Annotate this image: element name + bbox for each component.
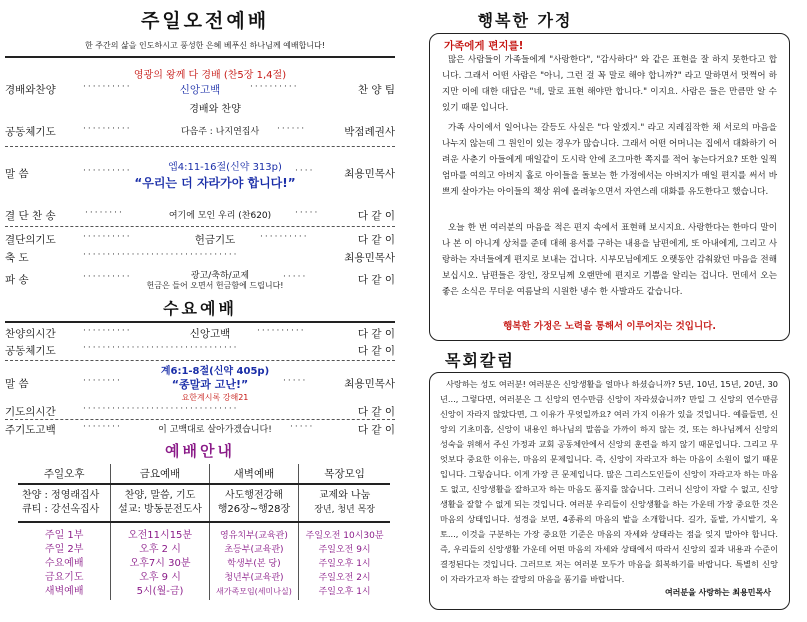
order-leader: 최용민목사 — [344, 168, 395, 180]
dot-leader: ····· — [283, 376, 308, 386]
cell-line: 주일오후 1시 — [318, 559, 371, 569]
cell-line: 수요예배 — [44, 558, 84, 569]
wed-sermon-title: “종말과 고난!” — [171, 378, 249, 391]
wed-row-prayer — [5, 404, 395, 420]
dot-leader: ·········· — [83, 124, 132, 134]
order-item: 여기에 모인 우리 (찬620) — [168, 211, 272, 221]
order-label: 말 씀 — [5, 378, 29, 390]
dot-leader: ·········· — [83, 166, 132, 176]
schedule-cell — [299, 522, 390, 600]
service-intro: 한 주간의 삶을 인도하시고 풍성한 은혜 베푸신 하나님께 예배합니다! — [85, 41, 325, 50]
cell-line: 주일오전 2시 — [318, 573, 371, 583]
letter-closing: 행복한 가정은 노력을 통해서 이루어지는 것입니다. — [503, 321, 716, 332]
dot-leader: ····· — [290, 422, 315, 432]
pastor-column-title: 목회칼럼 — [445, 351, 515, 370]
cell-line: 오후 9 시 — [139, 572, 181, 583]
order-item: 다음주 : 나지연집사 — [180, 127, 260, 137]
wed-row-lords-prayer — [5, 422, 395, 438]
wed-series: 요한계시록 강해21 — [181, 393, 249, 402]
dot-leader: ·········· — [257, 326, 306, 336]
schedule-cell — [111, 484, 209, 522]
cell-line: 청년부(교육관) — [224, 573, 284, 583]
order-label: 공동체기도 — [5, 345, 56, 357]
order-label: 축 도 — [5, 252, 29, 264]
divider — [5, 419, 395, 420]
order-leader: 다 같 이 — [357, 424, 395, 436]
divider — [5, 321, 395, 323]
order-leader: 다 같 이 — [357, 328, 395, 340]
order-leader: 박점례권사 — [344, 126, 395, 138]
letter-paragraph: 오늘 한 번 여러분의 마음을 적은 편지 속에서 표현해 보시지요. 사랑한다는 한마디 말이나 본 이 아니게 상처를 준데 대해 용서를 구하는 내용을 남편에게, 또 아내에게, 그리고 사랑하는 자녀들에게 편지로 보내는 겁니다. 시부모님에게도 오랫동안 감춰왔던 마음을 전해 보십시오. 남편들은 장인, 장모님께 오랜만에 편지로 기쁨을 알리는 겁니다. 먼데서 오는 좋은 소식은 무더운 여름날의 시원한 냉수 한 사발과도 같습니다. — [442, 223, 777, 297]
schedule-cell — [18, 484, 111, 522]
cell-line: 사도행전강해 — [224, 490, 283, 501]
cell-line: 영유치부(교육관) — [220, 531, 288, 541]
order-item: 신앙고백 — [189, 328, 231, 340]
dot-leader: ·········· — [83, 232, 132, 242]
cell-line: 설교: 방동문전도사 — [118, 504, 202, 515]
dot-leader: ·········· — [260, 232, 309, 242]
order-leader: 다 같 이 — [357, 406, 395, 418]
order-row-hymn — [5, 208, 395, 224]
schedule-cell — [209, 522, 298, 600]
divider — [5, 226, 395, 227]
cell-line: 찬양 : 정영래집사 — [22, 490, 100, 501]
wed-row-community-prayer — [5, 343, 395, 359]
dot-leader: ····· — [295, 208, 320, 218]
order-leader: 최용민목사 — [344, 378, 395, 390]
letter-paragraph: 많은 사람들이 가족들에게 "사랑한다", "감사하다" 와 같은 표현을 잘 하지 못한다고 합니다. 그래서 어떤 사람은 "아니, 그런 걸 꼭 말로 해야 합니까?" 라고 말하면서 멋쩍어 하지만 이에 대한 대답은 "네, 말로 표현 해야만 합니다." 이지요. 사람은 들은 만큼만 알 수 있기 때문 입니다. — [442, 55, 777, 113]
schedule-row — [18, 484, 390, 522]
column-text: 사랑하는 성도 여러분! 여러분은 신앙생활을 얼마나 하셨습니까? 5년, 10년, 15년, 20년, 30년..., 그렇다면, 여러분은 그 신앙의 연수만큼 신앙이 자라셨습니까? 만일 그 신앙의 연수만큼 신앙이 자라지 않았다면, 그 이유가 무엇일까요? 여러 가지 이유가 있을 것입니다. 예를들면, 신앙의 기초미흡, 신앙이 내용인 하나님의 말씀을 가까이 하지 않는 것, 또는 하나님께서 신앙의 성숙을 위해서 주신 가정과 교회 공동체안에서 신앙의 훈련을 하지 않기 때문입니다. 그리고 무엇보다 중요한 이유는, 마음의 문제입니다. 즉, 신앙이 자라고자 하는 마음이 소원이 없기 때문입니다. 그렇습니다. 이게 가장 큰 문제입니다. 많은 그리스도인들이 신앙이 자라고자 하는 마음도 없고, 신앙생활을 잘하고자 하는 마음도 품지를 않습니다. 그러니 신앙이 자랄 수 없고, 신앙생활을 잘할 수 없게 되는 것입니다. 여러분 우리들이 신앙생활을 하는 가운데 가장 중요한 것은 마음의 상태입니다. 성경을 보면, 4종류의 마음의 밭을 소개합니다. 길가, 돌밭, 가시밭기, 옥토..., 이것을 구분하는 가장 중요한 기준은 마음의 자세와 상태라는 점을 잊지 말아야 합니다. 즉, 우리들의 신앙생활 가운데 어떤 마음의 자세와 상태에서 따라서 신앙의 질과 내용과 수준이 결정된다는 것입니다. 그러므로 저는 여러분 모두가 마음을 회복하기를 바랍니다. 특별히 신앙이 자라가고자 하는 갈망의 마음을 품기를 바랍니다. — [440, 379, 778, 584]
letter-paragraph: 가족 사이에서 일어나는 갈등도 사실은 "다 알겠지." 라고 지레짐작한 채 서로의 마음을 나누지 않는데 그 원인이 있는 경우가 많습니다. 그래서 어떤 어머니는 집에서 대화하기 어려운 사춘기 아들에게 매일같이 도시락 안에 조그마한 쪽지를 적어 놓는다거요? 또한 일찍 엄마를 여의고 아버지 홀로 아이들을 돌보는 한 가정에서는 아버지가 매일 편지를 써서 바쁘게 살아가는 아이들의 책상 위에 올려놓으면서 자연스레 대화를 유도한다고 했습니다. — [442, 123, 777, 197]
schedule-header: 목장모임 — [299, 464, 390, 484]
schedule-header: 주일오후 — [18, 464, 111, 484]
order-item: 이 고백대로 살아가겠습니다! — [158, 425, 272, 435]
cell-line: 오전11시15분 — [127, 530, 193, 541]
order-label: 결단의기도 — [5, 234, 56, 246]
order-leader: 찬 양 팀 — [357, 84, 395, 96]
order-row-praise — [5, 82, 395, 98]
order-label: 결 단 찬 송 — [5, 210, 56, 222]
cell-line: 찬양, 말씀, 기도 — [124, 490, 196, 501]
sermon-title: “우리는 더 자라가야 합니다!” — [134, 176, 296, 190]
happy-family-box — [429, 33, 790, 341]
order-label: 주기도고백 — [5, 424, 56, 436]
dot-leader: ········ — [83, 422, 122, 432]
cell-line: 주일오전 10시30분 — [305, 531, 384, 541]
order-leader: 최용민목사 — [344, 252, 395, 264]
order-label: 파 송 — [5, 274, 29, 286]
cell-line: 5시(월-금) — [136, 586, 184, 597]
divider — [5, 56, 395, 58]
dot-leader: ·········· — [250, 82, 299, 92]
schedule-cell — [111, 522, 209, 600]
dot-leader: ····· — [283, 272, 308, 282]
opening-hymn: 영광의 왕께 다 경배 (찬5장 1,4절) — [133, 70, 287, 81]
worship-guide-title: 예배안내 — [165, 442, 235, 460]
dot-leader: ········ — [83, 376, 122, 386]
order-label: 기도의시간 — [5, 406, 56, 418]
order-label: 말 씀 — [5, 168, 29, 180]
dot-leader: ································ — [83, 404, 239, 414]
pastor-column-box — [429, 372, 790, 610]
cell-line: 큐티 : 강선옥집사 — [22, 504, 100, 515]
schedule-cell — [209, 484, 298, 522]
cell-line: 오후7시 30분 — [129, 558, 191, 569]
cell-line: 오후 2 시 — [139, 544, 181, 555]
letter-heading: 가족에게 편지를! — [444, 40, 524, 52]
sunday-service-title: 주일오전예배 — [140, 10, 270, 32]
order-leader: 다 같 이 — [357, 345, 395, 357]
dot-leader: ········ — [85, 208, 124, 218]
cell-line: 장년, 청년 목장 — [314, 505, 375, 515]
order-label: 공동체기도 — [5, 126, 56, 138]
wed-row-praise — [5, 326, 395, 342]
order-row-benediction — [5, 250, 395, 266]
schedule-cell — [18, 522, 111, 600]
cell-line: 새가족모임(세미나실) — [216, 587, 292, 596]
order-label: 찬양의시간 — [5, 328, 56, 340]
cell-line: 주일오후 1시 — [318, 587, 371, 597]
order-leader: 다 같 이 — [357, 234, 395, 246]
order-row-community-prayer — [5, 124, 395, 140]
wednesday-service-title: 수요예배 — [163, 299, 237, 318]
order-item: 광고/축하/교제 — [190, 271, 250, 281]
cell-line: 행26장~행28장 — [217, 504, 291, 515]
dot-leader: ·········· — [83, 82, 132, 92]
schedule-header: 금요예배 — [111, 464, 209, 484]
dot-leader: ······ — [277, 124, 307, 134]
schedule-header-row — [18, 464, 390, 484]
wed-scripture: 계6:1-8절(신약 405p) — [160, 366, 270, 377]
order-item: 헌금기도 — [194, 234, 236, 246]
dot-leader: ·········· — [83, 272, 132, 282]
order-leader: 다 같 이 — [357, 274, 395, 286]
schedule-cell — [299, 484, 390, 522]
order-label: 경배와찬양 — [5, 84, 56, 96]
offering-note: 헌금은 들어 오면서 헌금함에 드립니다! — [146, 281, 284, 290]
wed-row-sermon — [5, 376, 395, 392]
order-row-decision-prayer — [5, 232, 395, 248]
dot-leader: ································ — [83, 250, 239, 260]
divider — [5, 146, 395, 147]
cell-line: 주일오전 9시 — [318, 545, 371, 555]
cell-line: 교제와 나눔 — [318, 490, 371, 501]
cell-line: 주일 2부 — [44, 544, 84, 555]
divider — [5, 360, 395, 361]
dot-leader: ···· — [295, 166, 315, 176]
column-signature: 여러분을 사랑하는 최용민목사 — [664, 588, 771, 597]
worship-schedule-table — [18, 464, 390, 600]
order-item: 신앙고백 — [179, 84, 221, 96]
cell-line: 학생부(본 당) — [227, 559, 281, 569]
cell-line: 주일 1부 — [44, 530, 84, 541]
schedule-row — [18, 522, 390, 600]
dot-leader: ·········· — [83, 326, 132, 336]
cell-line: 초등부(교육관) — [224, 545, 284, 555]
dot-leader: ································ — [83, 343, 239, 353]
happy-family-title: 행복한 가정 — [477, 11, 573, 30]
cell-line: 새벽예배 — [44, 586, 84, 597]
order-leader: 다 같 이 — [357, 210, 395, 222]
order-subitem: 경배와 찬양 — [189, 104, 241, 115]
cell-line: 금요기도 — [44, 572, 84, 583]
schedule-header: 새벽예배 — [209, 464, 298, 484]
scripture-reference: 엡4:11-16절(신약 313p) — [168, 162, 282, 173]
